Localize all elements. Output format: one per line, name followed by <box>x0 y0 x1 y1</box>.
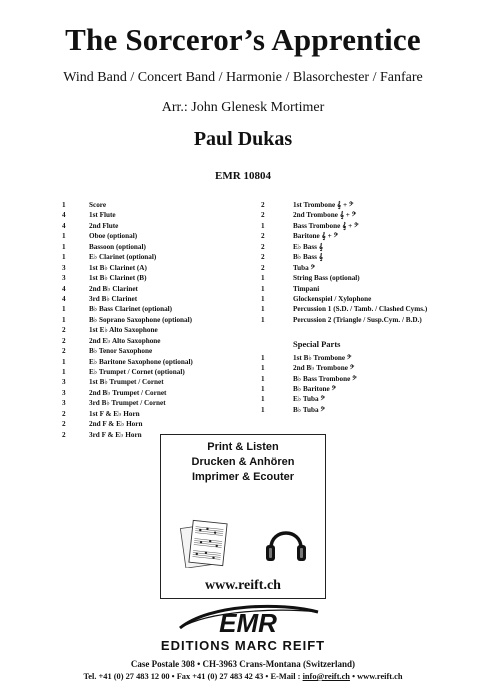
part-name: E♭ Bass 𝄞 <box>293 242 324 251</box>
promo-print-listen: Print & Listen <box>207 441 279 453</box>
part-quantity: 1 <box>261 395 265 404</box>
instrument-row <box>62 398 262 408</box>
part-quantity: 1 <box>62 315 66 324</box>
part-quantity: 1 <box>261 364 265 373</box>
part-quantity: 1 <box>261 274 265 283</box>
instrument-row <box>261 405 471 415</box>
print-listen-box[interactable] <box>160 434 326 599</box>
publisher-name: EDITIONS MARC REIFT <box>160 638 326 653</box>
part-name: Percussion 2 (Triangle / Susp.Cym. / B.D.) <box>293 315 422 324</box>
part-quantity: 4 <box>62 294 66 303</box>
part-name: B♭ Baritone 𝄢 <box>293 385 337 394</box>
part-name: B♭ Bass Clarinet (optional) <box>89 305 173 314</box>
part-name: 3rd B♭ Trumpet / Cornet <box>89 399 166 408</box>
part-name: B♭ Tenor Saxophone <box>89 347 153 356</box>
part-name: E♭ Baritone Saxophone (optional) <box>89 357 193 366</box>
part-quantity: 1 <box>261 221 265 230</box>
part-quantity: 4 <box>62 284 66 293</box>
part-quantity: 1 <box>261 315 265 324</box>
part-quantity: 1 <box>261 374 265 383</box>
part-name: 2nd B♭ Clarinet <box>89 284 138 293</box>
instrument-row <box>261 353 471 363</box>
instrument-row <box>261 284 471 294</box>
part-name: 2nd B♭ Trumpet / Cornet <box>89 388 167 397</box>
part-quantity: 1 <box>261 353 265 362</box>
publisher-address: Case Postale 308 • CH-3963 Crans-Montana (Switzerland) <box>130 659 356 669</box>
instrument-row <box>62 336 262 346</box>
instrument-row <box>261 273 471 283</box>
part-name: 1st Trombone 𝄞 + 𝄢 <box>293 201 354 209</box>
part-quantity: 2 <box>261 263 265 272</box>
instrument-row <box>62 210 262 220</box>
part-name: 1st E♭ Alto Saxophone <box>89 326 158 335</box>
part-name: 1st Flute <box>89 211 116 220</box>
instrument-row <box>62 346 262 356</box>
promo-drucken-anhoeren: Drucken & Anhören <box>191 456 295 468</box>
arranger-credit: Arr.: John Glenesk Mortimer <box>161 100 325 115</box>
part-name: Tuba 𝄢 <box>293 263 316 272</box>
contact-email-link[interactable]: info@reift.ch <box>302 672 350 681</box>
part-name: Percussion 1 (S.D. / Tamb. / Clashed Cyms.) <box>293 305 428 314</box>
part-name: Baritone 𝄞 + 𝄢 <box>293 232 339 241</box>
part-quantity: 1 <box>62 232 66 241</box>
contact-phone-fax: Tel. +41 (0) 27 483 12 00 • Fax +41 (0) 27 483 42 43 • E-Mail : <box>83 672 303 681</box>
part-quantity: 2 <box>62 347 66 356</box>
part-name: 2nd B♭ Trombone 𝄢 <box>293 364 355 373</box>
part-quantity: 1 <box>261 305 265 314</box>
part-quantity: 1 <box>62 357 66 366</box>
part-quantity: 1 <box>261 405 265 414</box>
logo-lettering: EMR <box>219 608 277 638</box>
part-name: E♭ Tuba 𝄢 <box>293 395 325 404</box>
part-name: 1st B♭ Trombone 𝄢 <box>293 353 352 362</box>
part-quantity: 1 <box>261 294 265 303</box>
part-name: 1st B♭ Trumpet / Cornet <box>89 378 164 387</box>
instrument-row <box>62 284 262 294</box>
part-quantity: 4 <box>62 211 66 220</box>
part-quantity: 1 <box>62 305 66 314</box>
part-quantity: 1 <box>62 242 66 251</box>
part-quantity: 2 <box>261 232 265 241</box>
part-name: 1st F & E♭ Horn <box>89 409 140 418</box>
part-name: B♭ Bass Trombone 𝄢 <box>293 374 357 383</box>
sheet-music-icon <box>180 520 227 568</box>
instrument-row <box>261 263 471 273</box>
instrument-row <box>261 394 471 404</box>
part-quantity: 2 <box>62 409 66 418</box>
emr-logo <box>150 598 340 638</box>
instrument-row <box>62 304 262 314</box>
part-quantity: 1 <box>261 385 265 394</box>
instrument-row <box>261 304 471 314</box>
instrument-row <box>261 363 471 373</box>
instrument-row <box>62 409 262 419</box>
part-quantity: 1 <box>261 284 265 293</box>
promo-website-link[interactable]: www.reift.ch <box>205 578 281 593</box>
part-name: B♭ Tuba 𝄢 <box>293 405 325 414</box>
instrument-row <box>62 367 262 377</box>
catalog-number: EMR 10804 <box>215 170 271 182</box>
instrument-row <box>261 384 471 394</box>
part-name: Bassoon (optional) <box>89 242 146 251</box>
page-title: The Sorceror’s Apprentice <box>65 22 421 57</box>
part-quantity: 3 <box>62 378 66 387</box>
instrument-list-right <box>261 200 471 415</box>
part-name: 1st B♭ Clarinet (A) <box>89 263 147 272</box>
part-quantity: 3 <box>62 263 66 272</box>
part-name: Oboe (optional) <box>89 232 138 241</box>
part-quantity: 3 <box>62 399 66 408</box>
part-quantity: 1 <box>62 201 66 209</box>
instrument-row <box>62 263 262 273</box>
instrument-row <box>261 374 471 384</box>
instrument-row <box>62 388 262 398</box>
part-name: 3rd B♭ Clarinet <box>89 294 138 303</box>
part-name: Glockenspiel / Xylophone <box>293 294 372 303</box>
instrument-row <box>62 221 262 231</box>
part-name: String Bass (optional) <box>293 274 360 283</box>
instrument-row <box>261 315 471 325</box>
instrument-row <box>62 315 262 325</box>
instrument-row <box>62 294 262 304</box>
part-name: B♭ Soprano Saxophone (optional) <box>89 315 193 324</box>
publisher-contact <box>0 672 486 681</box>
part-name: 3rd F & E♭ Horn <box>89 430 142 439</box>
part-name: 1st B♭ Clarinet (B) <box>89 274 147 283</box>
contact-website[interactable]: • www.reift.ch <box>349 672 403 681</box>
part-quantity: 3 <box>62 274 66 283</box>
promo-icons <box>179 518 309 568</box>
part-name: 2nd E♭ Alto Saxophone <box>89 336 161 345</box>
part-name: Score <box>89 201 107 209</box>
headphones-icon <box>266 533 306 561</box>
instrument-row <box>62 273 262 283</box>
instrument-row <box>62 357 262 367</box>
instrument-row <box>62 242 262 252</box>
instrument-row <box>261 200 471 210</box>
ensemble-subtitle: Wind Band / Concert Band / Harmonie / Blasorchester / Fanfare <box>63 70 423 85</box>
part-name: 2nd Flute <box>89 221 119 230</box>
instrument-row <box>62 419 262 429</box>
instrument-row <box>62 231 262 241</box>
instrument-row <box>62 377 262 387</box>
instrument-row <box>261 221 471 231</box>
part-quantity: 4 <box>62 221 66 230</box>
part-name: E♭ Clarinet (optional) <box>89 253 157 262</box>
instrument-row <box>62 200 262 210</box>
part-quantity: 2 <box>261 253 265 262</box>
part-name: Timpani <box>293 284 320 293</box>
instrument-row <box>62 325 262 335</box>
part-name: Bass Trombone 𝄞 + 𝄢 <box>293 221 359 230</box>
special-parts-heading: Special Parts <box>293 339 341 350</box>
part-quantity: 1 <box>62 368 66 376</box>
part-quantity: 2 <box>62 326 66 335</box>
part-name: E♭ Trumpet / Cornet (optional) <box>89 368 185 376</box>
part-quantity: 2 <box>62 430 66 439</box>
instrument-row <box>261 294 471 304</box>
part-name: 2nd Trombone 𝄞 + 𝄢 <box>293 211 357 220</box>
promo-imprimer-ecouter: Imprimer & Ecouter <box>191 471 295 483</box>
instrument-row <box>261 210 471 220</box>
part-quantity: 2 <box>261 211 265 220</box>
instrument-list-left <box>62 200 262 440</box>
part-name: 2nd F & E♭ Horn <box>89 420 143 429</box>
instrument-row <box>261 231 471 241</box>
composer-name: Paul Dukas <box>193 128 293 150</box>
part-quantity: 2 <box>261 201 265 209</box>
part-quantity: 1 <box>62 253 66 262</box>
part-quantity: 2 <box>62 336 66 345</box>
instrument-row <box>62 252 262 262</box>
part-quantity: 3 <box>62 388 66 397</box>
instrument-row <box>261 242 471 252</box>
instrument-row <box>261 252 471 262</box>
part-quantity: 2 <box>261 242 265 251</box>
part-quantity: 2 <box>62 420 66 429</box>
part-name: B♭ Bass 𝄞 <box>293 253 324 262</box>
